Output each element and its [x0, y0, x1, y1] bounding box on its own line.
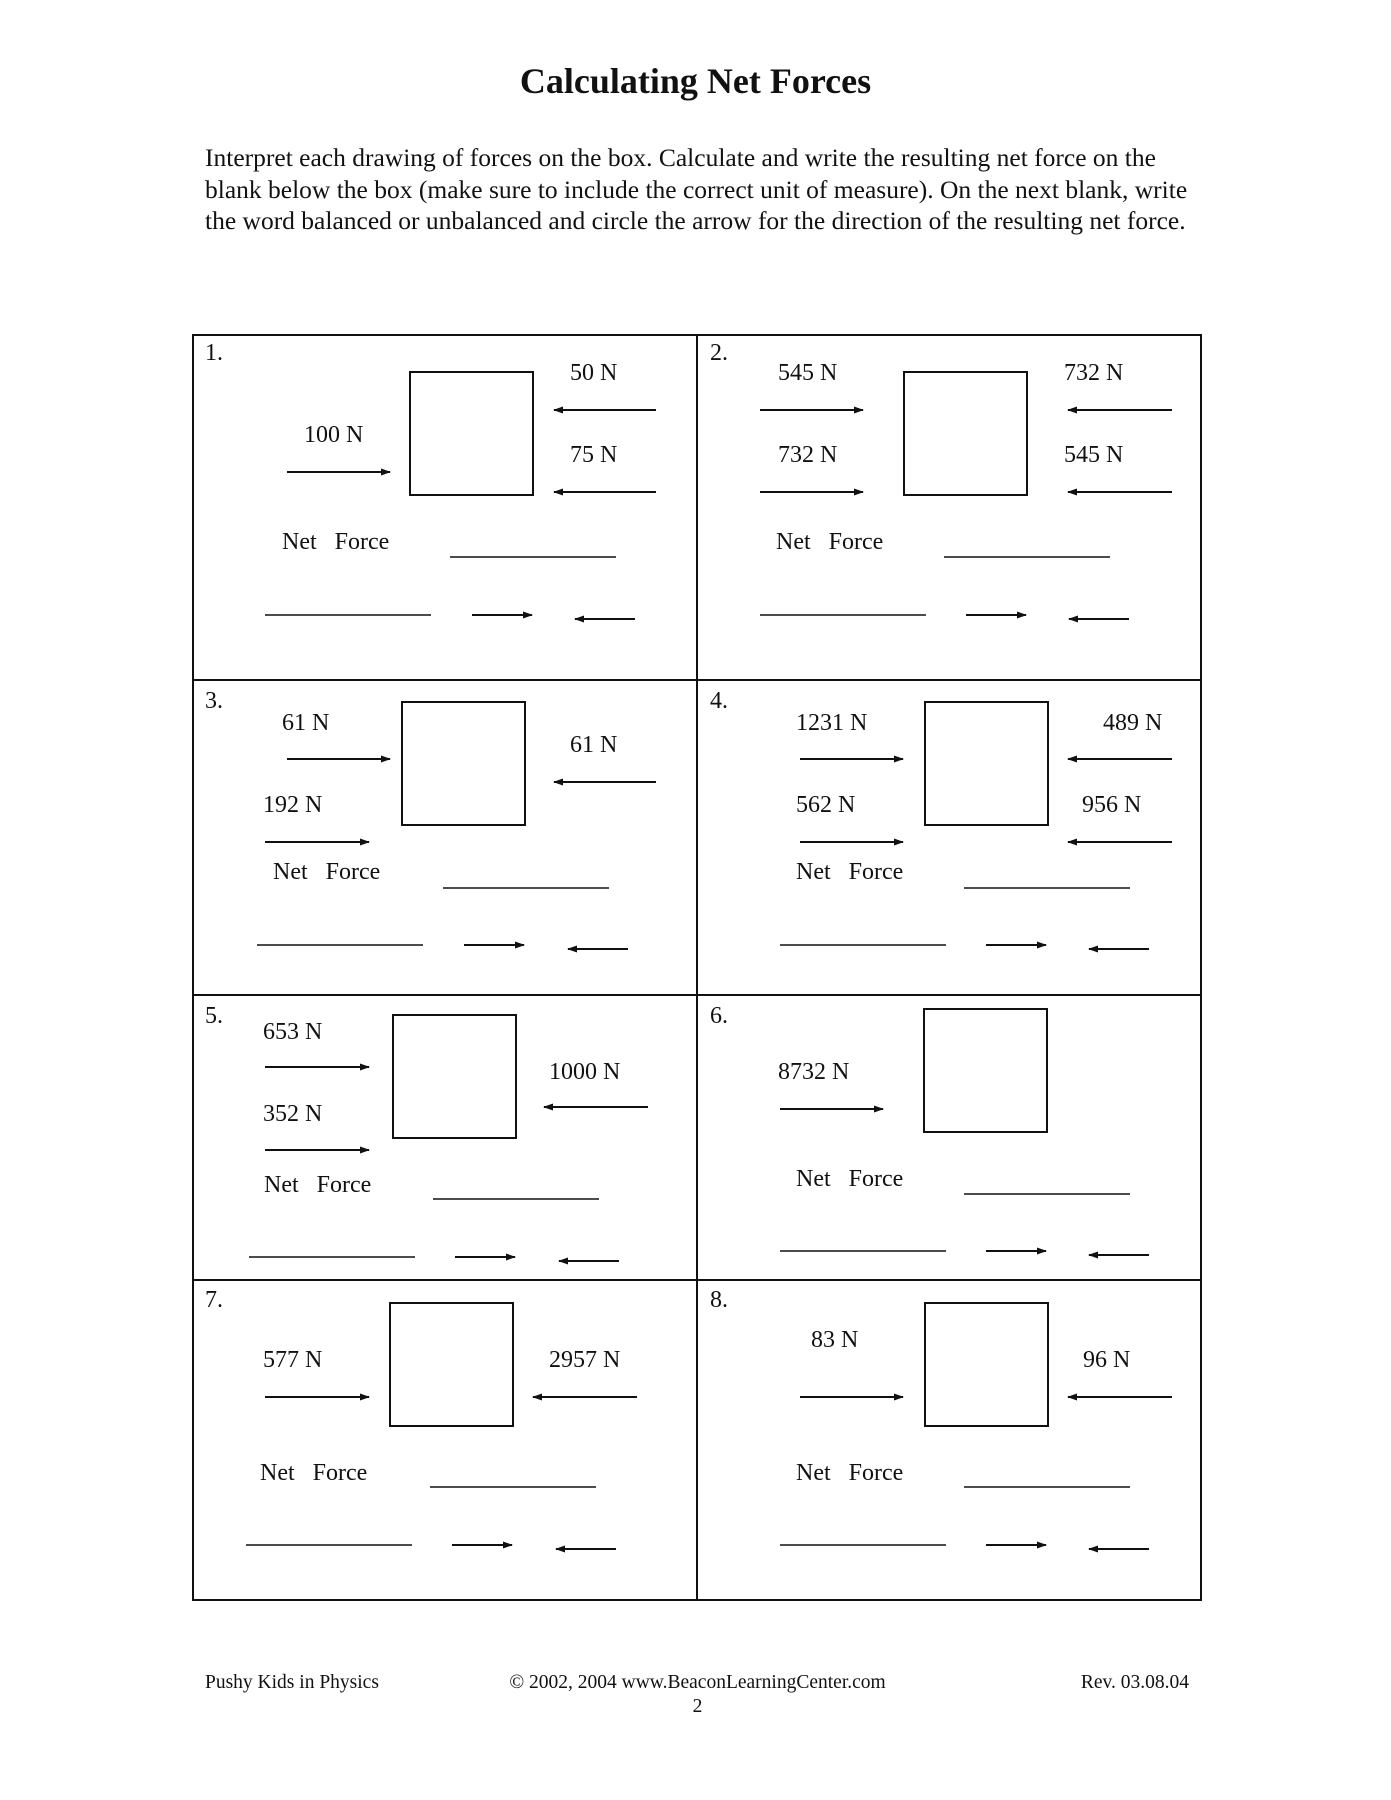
force-label-left: 83 N: [811, 1327, 859, 1353]
force-label-right: 61 N: [570, 732, 618, 758]
problem-7: [205, 1287, 637, 1549]
force-label-left: 100 N: [304, 422, 364, 448]
problem-3: [205, 688, 656, 949]
net-force-label: Net Force: [260, 1460, 368, 1486]
net-force-label: Net Force: [796, 1460, 904, 1486]
problem-5: [205, 1003, 648, 1261]
box: [410, 372, 533, 495]
force-label-right: 489 N: [1103, 710, 1163, 736]
force-label-right: 96 N: [1083, 1347, 1131, 1373]
problem-6: [710, 1003, 1149, 1255]
force-label-right: 2957 N: [549, 1347, 621, 1373]
force-label-left: 1231 N: [796, 710, 868, 736]
net-force-label: Net Force: [264, 1172, 372, 1198]
force-label-right: 1000 N: [549, 1059, 621, 1085]
problem-number: 3.: [205, 688, 223, 714]
force-label-left: 352 N: [263, 1101, 323, 1127]
problem-number: 1.: [205, 340, 223, 366]
box: [904, 372, 1027, 495]
net-force-label: Net Force: [796, 1166, 904, 1192]
box: [393, 1015, 516, 1138]
page-number: 2: [692, 1696, 703, 1717]
force-label-right: 75 N: [570, 442, 618, 468]
problem-number: 4.: [710, 688, 728, 714]
force-label-left: 577 N: [263, 1347, 323, 1373]
footer-revision: Rev. 03.08.04: [1080, 1672, 1189, 1693]
instructions: Interpret each drawing of forces on the box. Calculate and write the resulting net force on the blank below the box (make sure to include the correct unit of measure). On the next blank, write the word balanced or unbalanced and circle the arrow for the direction of the resulting net force.: [205, 143, 1188, 235]
net-force-label: Net Force: [796, 859, 904, 885]
box: [925, 1303, 1048, 1426]
problem-grid: [192, 334, 1202, 1601]
footer-title: Pushy Kids in Physics: [205, 1672, 379, 1693]
force-label-left: 653 N: [263, 1019, 323, 1045]
problem-number: 8.: [710, 1287, 728, 1313]
force-label-right: 50 N: [570, 360, 618, 386]
problem-1: [205, 340, 656, 619]
box: [925, 702, 1048, 825]
net-force-label: Net Force: [273, 859, 381, 885]
force-label-left: 192 N: [263, 792, 323, 818]
problem-8: [710, 1287, 1172, 1549]
force-label-left: 562 N: [796, 792, 856, 818]
force-label-right: 545 N: [1064, 442, 1124, 468]
problem-number: 5.: [205, 1003, 223, 1029]
force-label-left: 61 N: [282, 710, 330, 736]
problem-number: 2.: [710, 340, 728, 366]
page-title: Calculating Net Forces: [519, 61, 872, 101]
problem-number: 6.: [710, 1003, 728, 1029]
force-label-left: 8732 N: [778, 1059, 850, 1085]
net-force-label: Net Force: [282, 529, 390, 555]
footer-copyright: © 2002, 2004 www.BeaconLearningCenter.com: [509, 1672, 886, 1693]
force-label-right: 732 N: [1064, 360, 1124, 386]
problem-number: 7.: [205, 1287, 223, 1313]
problem-4: [710, 688, 1172, 949]
force-label-left: 545 N: [778, 360, 838, 386]
net-force-label: Net Force: [776, 529, 884, 555]
force-label-right: 956 N: [1082, 792, 1142, 818]
problem-2: [710, 340, 1172, 619]
box: [390, 1303, 513, 1426]
force-label-left: 732 N: [778, 442, 838, 468]
box: [402, 702, 525, 825]
box: [924, 1009, 1047, 1132]
